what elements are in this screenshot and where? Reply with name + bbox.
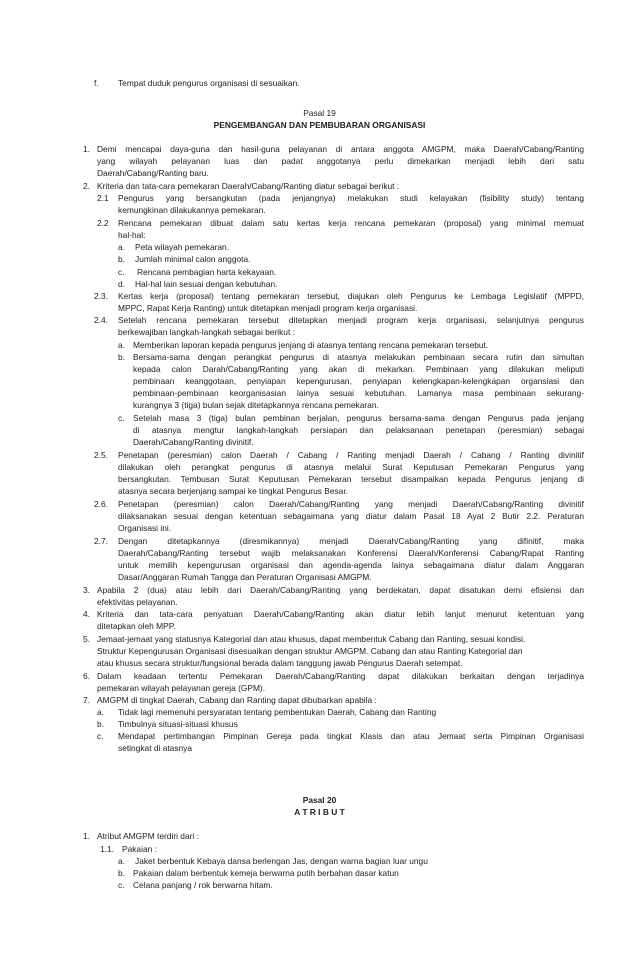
paragraph-line: Penetapan (peresmian) calon Daerah / Cabang / Ranting menjadi Daerah / Cabang / Ranting divinitif xyxy=(118,450,584,460)
paragraph-line: berkewajiban langkah-langkah sebagai berikut : xyxy=(118,327,295,337)
article-subtitle: PENGEMBANGAN DAN PEMBUBARAN ORGANISASI xyxy=(213,120,426,130)
paragraph-line: dilaksanakan sesuai dengan ketentuan sebagaimana yang diatur dalam Pasal 18 Ayat 2 Butir 2.2. Peraturan xyxy=(118,511,584,521)
paragraph-line: Organisasi ini. xyxy=(118,523,172,533)
paragraph-line: kurangnya 3 (tiga) bulan sejak ditetapkannya rencana pemekaran. xyxy=(133,400,379,410)
paragraph-line: untuk memilih kepengurusan organisasi dan agenda-agenda lainya sebagaimana diatur dalam Anggaran xyxy=(118,560,584,570)
paragraph-line: setingkat di atasnya xyxy=(118,743,193,753)
paragraph-line: Setelah masa 3 (tiga) bulan pembinan berjalan, pengurus bersama-sama dengan Pengurus pada jenjang xyxy=(133,413,584,423)
paragraph-line: Pakaian : xyxy=(122,844,157,854)
paragraph-line: ditetapkan oleh MPP. xyxy=(97,621,176,631)
paragraph-line: hal-hal: xyxy=(118,230,146,240)
paragraph-line: Jemaat-jemaat yang statusnya Kategorial dan atau khusus, dapat membentuk Cabang dan Ranting, sesuai kondisi. xyxy=(97,634,526,644)
paragraph-line: pembinaan-pembinaan keorganisasian lainya sesuai kebutuhan. Lamanya masa pembinaan sekurang- xyxy=(133,388,584,398)
paragraph-line: Dengan ditetapkannya (diresmikannya) menjadi Daerah/Cabang/Ranting yang difinitif, maka xyxy=(118,536,584,546)
item-number: 3. xyxy=(83,585,90,595)
list-marker: b. xyxy=(118,868,125,878)
list-item-text: Memberikan laporan kepada pengurus jenjang di atasnya tentang rencana pemekaran tersebut. xyxy=(133,340,489,350)
article-title: Pasal 19 xyxy=(303,108,336,118)
subitem-number: 2.7. xyxy=(94,536,108,546)
paragraph-line: Daerah/Cabang/Ranting divinitif. xyxy=(133,437,254,447)
list-item-text: Celana panjang / rok berwarna hitam. xyxy=(133,880,273,890)
paragraph-line: Kriteria dan tata-cara penyatuan Daerah/Cabang/Ranting akan diatur lebih lanjut menurut ketentuan yang xyxy=(97,609,584,619)
paragraph-line: Daerah/Cabang/Ranting tersebut wajib melaksanakan Konferensi Daerah/Konferensi Cabang/Rapat Ranting xyxy=(118,548,584,558)
paragraph-line: kepada calon Darah/Cabang/Ranting yang akan di mekarkan. Pembinaan yang dilakukan meliputi xyxy=(133,364,584,374)
paragraph-line: Dasar/Anggaran Rumah Tangga dan Peraturan Organisasi AMGPM. xyxy=(118,572,372,582)
paragraph-line: di atasnya mengtur langkah-langkah persiapan dan pelaksanaan penetapan (peresmian) sebagai xyxy=(133,425,584,435)
subitem-number: 2.1 xyxy=(97,193,109,203)
paragraph-line: Daerah/Cabang/Ranting baru. xyxy=(97,168,209,178)
list-marker: c. xyxy=(118,267,125,277)
list-marker: a. xyxy=(118,340,125,350)
paragraph-line: Kriteria dan tata-cara pemekaran Daerah/Cabang/Ranting diatur sebagai berikut : xyxy=(97,181,400,191)
paragraph-line: bersangkutan. Tembusan Surat Keputusan Pemekaran tersebut disampaikan kepada Pengurus jenjang di xyxy=(118,474,584,484)
list-item-text: Rencana pembagian harta kekayaan. xyxy=(137,267,277,277)
list-marker: a. xyxy=(118,242,125,252)
list-marker: f. xyxy=(94,78,99,88)
list-item-text: Tidak lagi memenuhi persyaratan tentang pembentukan Daerah, Cabang dan Ranting xyxy=(118,707,437,717)
article-subtitle: A T R I B U T xyxy=(294,807,345,817)
item-number: 4. xyxy=(83,609,90,619)
paragraph-line: yang wilayah pelayanan luas dan padat anggotanya perlu dimekarkan menjadi lebih dari satu xyxy=(97,156,584,166)
item-number: 1. xyxy=(83,144,90,154)
paragraph-line: pembinaan keanggotaan, penyiapan kepengurusan, penyiapan kelengkapan-kelengkapan organsiasi dan xyxy=(133,376,584,386)
list-item-text: Tempat duduk pengurus organisasi di sesuaikan. xyxy=(118,78,300,88)
paragraph-line: Apabila 2 (dua) atau lebih dari Daerah/Cabang/Ranting yang berdekatan, dapat disatukan demi efisiensi dan xyxy=(97,585,584,595)
paragraph-line: Dalam keadaan tertentu Pemekaran Daerah/Cabang/Ranting dapat dilakukan berkaitan dengan terjadinya xyxy=(97,671,584,681)
paragraph-line: Rencana pemekaran dibuat dalam satu kertas kerja rencana pemekaran (proposal) yang minimal memuat xyxy=(118,218,584,228)
subitem-number: 2.2 xyxy=(97,218,109,228)
paragraph-line: Setelah rencana pemekaran tersebut ditetapkan menjadi program kerja organisasi, selanjutnya pengurus xyxy=(118,315,584,325)
paragraph-line: Demi mencapai daya-guna dan hasil-guna pelayanan di antara anggota AMGPM, maka Daerah/Cabang/Ranting xyxy=(97,144,584,154)
item-number: 2. xyxy=(83,181,90,191)
list-marker: c. xyxy=(118,413,125,423)
item-number: 1. xyxy=(83,831,90,841)
subitem-number: 2.5. xyxy=(94,450,108,460)
paragraph-line: atau khusus secara struktur/fungsional berada dalam tanggung jawab Pengurus Daerah setempat. xyxy=(97,658,463,668)
paragraph-line: Atribut AMGPM terdiri dari : xyxy=(97,831,199,841)
list-marker: a. xyxy=(97,707,104,717)
subitem-number: 2.3. xyxy=(94,291,108,301)
paragraph-line: Pengurus yang bersangkutan (pada jenjangnya) melakukan studi kelayakan (fisibility study) tentang xyxy=(118,193,584,203)
subitem-number: 2.4. xyxy=(94,315,108,325)
paragraph-line: Penetapan (peresmian) calon Daerah/Cabang/Ranting yang menjadi Daerah/Cabang/Ranting divinitif xyxy=(118,499,584,509)
paragraph-line: dilakukan oleh perangkat pengurus di atasnya melalui Surat Keputusan Pemekaran Pengurus yang xyxy=(118,462,584,472)
paragraph-line: atasnya secara berjenjang sampai ke tingkat Pengurus Besar. xyxy=(118,486,348,496)
list-marker: a. xyxy=(118,856,125,866)
item-number: 7. xyxy=(83,695,90,705)
list-item-text: Peta wilayah pemekaran. xyxy=(135,242,230,252)
item-number: 6. xyxy=(83,671,90,681)
paragraph-line: AMGPM di tingkat Daerah, Cabang dan Ranting dapat dibubarkan apabila : xyxy=(97,695,377,705)
paragraph-line: efektivitas pelayanan. xyxy=(97,597,178,607)
list-marker: c. xyxy=(118,880,125,890)
paragraph-line: pemekaran wilayah pelayanan gereja (GPM). xyxy=(97,683,266,693)
paragraph-line: kemungkinan dilakukannya pemekaran. xyxy=(118,205,266,215)
paragraph-line: Mendapat pertimbangan Pimpinan Gereja pada tingkat Klasis dan atau Jemaat serta Pimpinan Organisasi xyxy=(118,731,584,741)
paragraph-line: Kertas kerja (proposal) tentang pemekaran tersebut, diajukan oleh Pengurus ke Lembaga Legislatif (MPPD, xyxy=(118,291,584,301)
list-marker: d. xyxy=(118,279,125,289)
subitem-number: 1.1. xyxy=(100,844,114,854)
list-item-text: Jaket berbentuk Kebaya dansa berlengan Jas, dengan warna bagian luar ungu xyxy=(135,856,428,866)
list-item-text: Hal-hal lain sesuai dengan kebutuhan. xyxy=(135,279,278,289)
list-marker: b. xyxy=(118,352,125,362)
list-marker: b. xyxy=(118,254,125,264)
paragraph-line: Bersama-sama dengan perangkat pengurus di atasnya melakukan pembinaan secara rutin dan simultan xyxy=(133,352,584,362)
paragraph-line: MPPC, Rapat Kerja Ranting) untuk ditetapkan menjadi program kerja organisasi. xyxy=(118,303,418,313)
item-number: 5. xyxy=(83,634,90,644)
list-item-text: Timbulnya situasi-situasi khusus xyxy=(118,719,238,729)
list-item-text: Pakaian dalam berbentuk kemeja berwarna putih berbahan dasar katun xyxy=(133,868,399,878)
list-marker: b. xyxy=(97,719,104,729)
list-marker: c. xyxy=(97,731,104,741)
subitem-number: 2.6. xyxy=(94,499,108,509)
article-title: Pasal 20 xyxy=(302,795,337,805)
list-item-text: Jumlah minimal calon anggota. xyxy=(135,254,251,264)
paragraph-line: Struktur Kepengurusan Organisasi disesuaikan dengan struktur AMGPM. Cabang dan atau Ranting Kategorial dan xyxy=(97,646,523,656)
